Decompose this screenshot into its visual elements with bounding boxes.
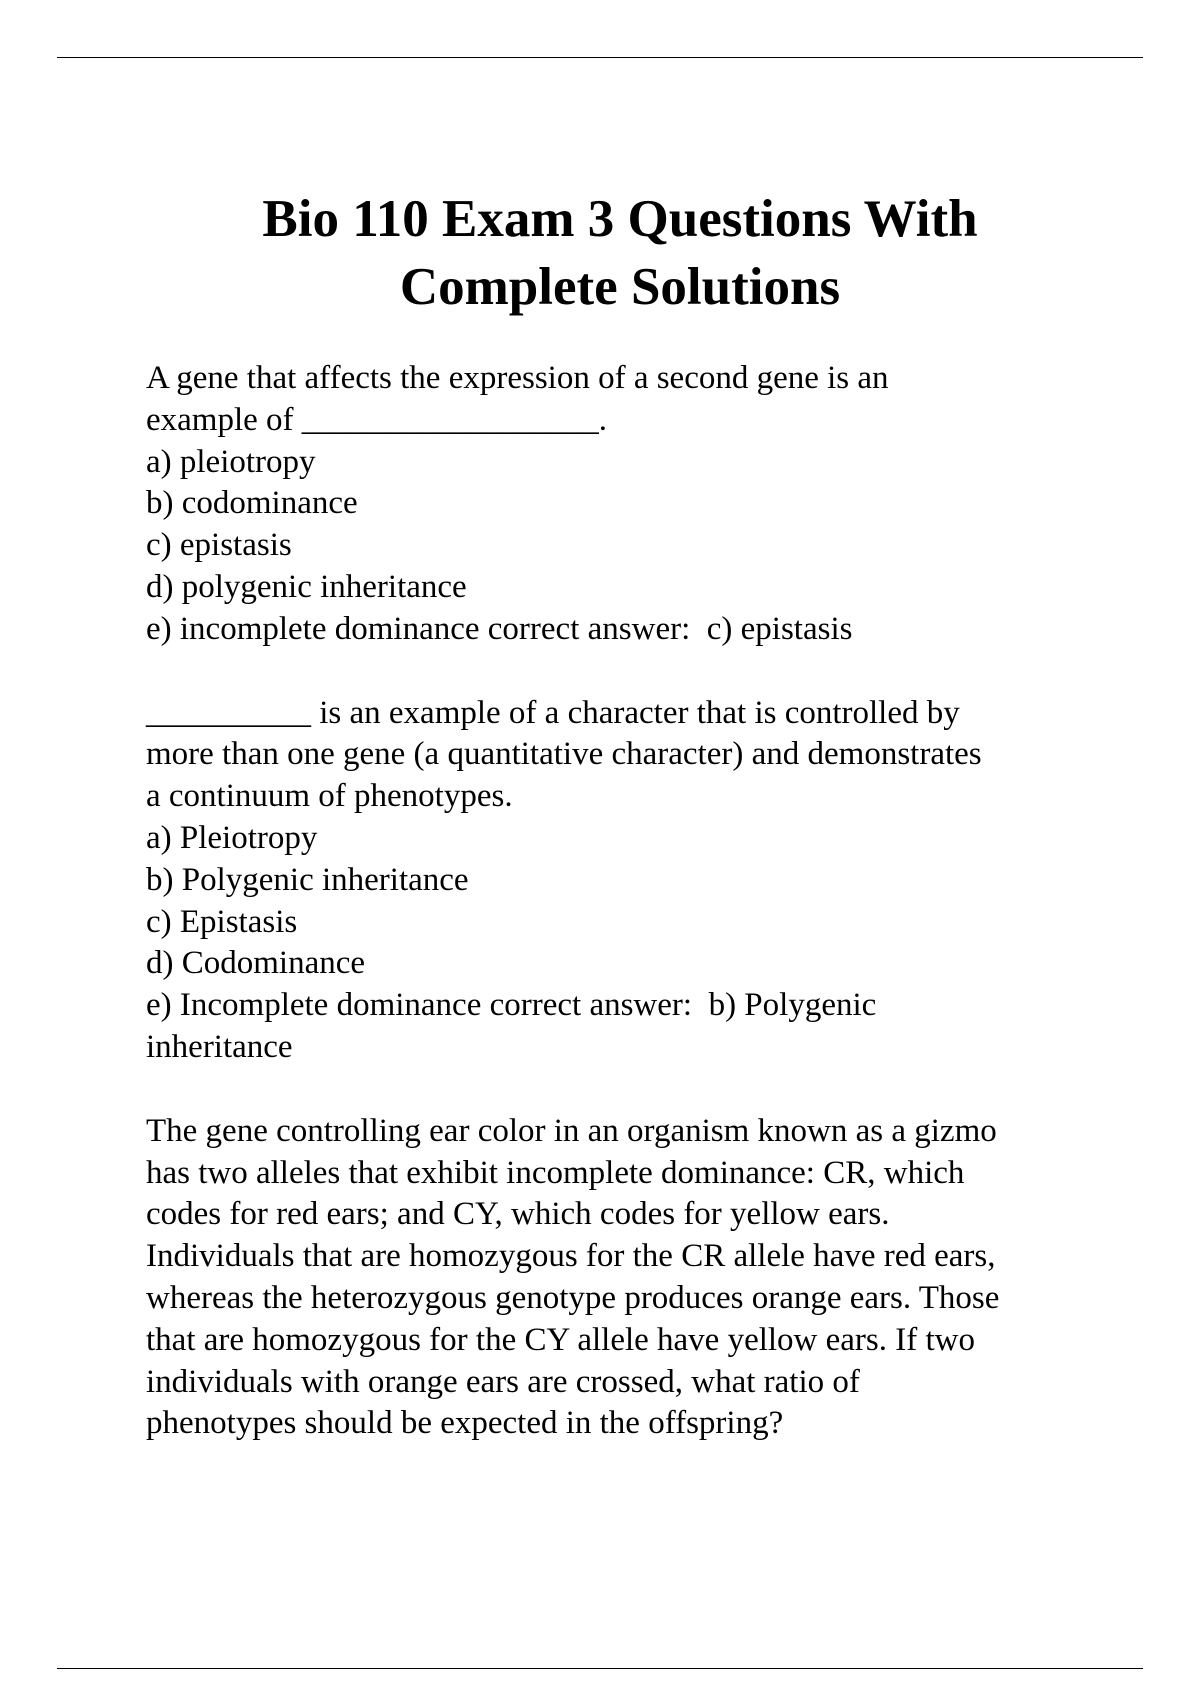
option-d: d) polygenic inheritance [146,568,467,605]
bottom-rule [57,1668,1143,1669]
page-title [0,185,1200,321]
option-a: a) Pleiotropy [146,819,318,856]
question-2-text: more than one gene (a quantitative character) and demonstrates [146,736,982,773]
option-e-answer: e) Incomplete dominance correct answer: b) Polygenic [146,987,877,1024]
option-a: a) pleiotropy [146,443,316,480]
question-2-text: __________ is an example of a character that is controlled by [146,694,960,731]
option-c: c) epistasis [146,527,292,564]
option-c: c) Epistasis [146,903,298,940]
question-3-text: codes for red ears; and CY, which codes for yellow ears. [146,1196,890,1233]
question-3-text: The gene controlling ear color in an organism known as a gizmo [146,1112,997,1149]
question-1 [146,358,1106,651]
top-rule [57,57,1143,58]
question-1-text: A gene that affects the expression of a second gene is an [146,360,889,396]
question-3-text: that are homozygous for the CY allele have yellow ears. If two [146,1321,975,1358]
question-3-text: whereas the heterozygous genotype produces orange ears. Those [146,1279,1000,1316]
option-e-answer: e) incomplete dominance correct answer: c) epistasis [146,610,853,647]
title-line: Complete Solutions [399,258,841,316]
option-b: b) codominance [146,485,358,522]
question-3 [146,1111,1106,1445]
option-b: b) Polygenic inheritance [146,861,469,898]
question-3-text: individuals with orange ears are crossed, what ratio of [146,1363,860,1400]
question-list [146,358,1106,1487]
question-2-text: a continuum of phenotypes. [146,778,513,815]
question-3-text: Individuals that are homozygous for the CR allele have red ears, [146,1238,996,1275]
option-d: d) Codominance [146,945,366,982]
option-e-answer: inheritance [146,1028,293,1065]
title-line: Bio 110 Exam 3 Questions With [262,190,978,248]
question-3-text: phenotypes should be expected in the offspring? [146,1405,784,1442]
question-1-text: example of __________________. [146,401,608,438]
question-3-text: has two alleles that exhibit incomplete dominance: CR, which [146,1154,965,1191]
question-2 [146,693,1106,1069]
